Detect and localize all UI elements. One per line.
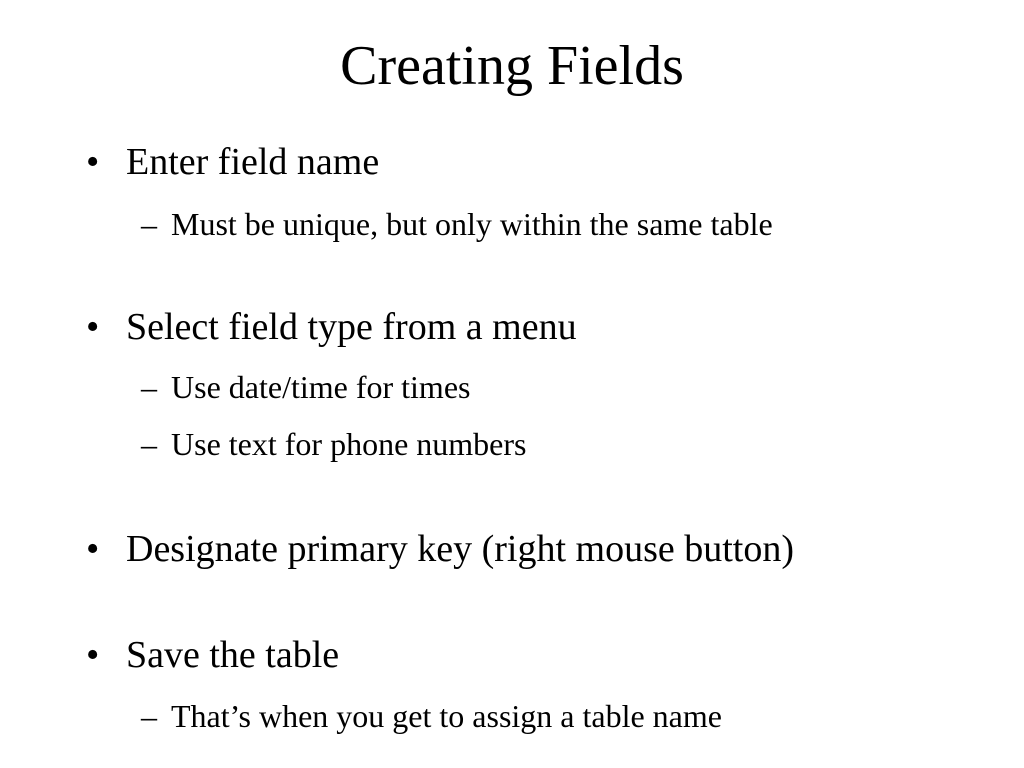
sub-marker: –	[141, 369, 157, 405]
sub-text: Use text for phone numbers	[171, 426, 527, 462]
sub-text: That’s when you get to assign a table name	[171, 698, 722, 734]
bullet-line	[0, 303, 1024, 351]
bullet-marker: •	[86, 306, 100, 348]
bullet-line	[0, 138, 1024, 186]
sub-item	[0, 696, 1024, 736]
sub-item	[0, 367, 1024, 407]
bullet-text: Select field type from a menu	[126, 306, 577, 348]
bullet-text: Enter field name	[126, 141, 380, 183]
bullet-line	[0, 525, 1024, 573]
bullet-marker: •	[86, 141, 100, 183]
sub-item	[0, 204, 1024, 244]
sub-text: Use date/time for times	[171, 369, 471, 405]
sub-text: Must be unique, but only within the same table	[171, 206, 773, 242]
slide-title: Creating Fields	[340, 35, 684, 97]
bullet-text: Designate primary key (right mouse button)	[126, 528, 795, 570]
bullet-line	[0, 631, 1024, 679]
bullet-text: Save the table	[126, 634, 340, 676]
sub-marker: –	[141, 206, 157, 242]
sub-marker: –	[141, 426, 157, 462]
bullet-marker: •	[86, 528, 100, 570]
bullet-marker: •	[86, 634, 100, 676]
sub-marker: –	[141, 698, 157, 734]
sub-item	[0, 424, 1024, 464]
